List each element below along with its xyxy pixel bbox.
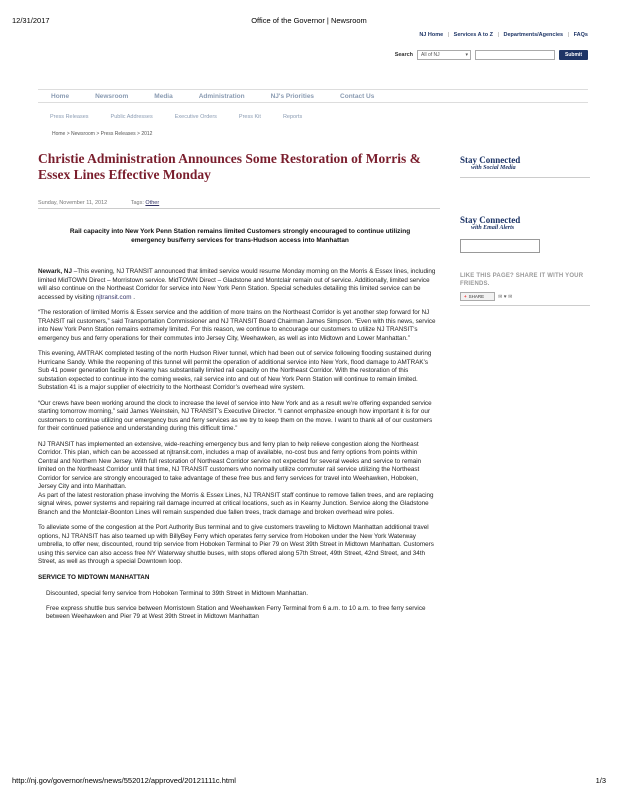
- nav-administration[interactable]: Administration: [198, 92, 245, 100]
- paragraph: “The restoration of limited Morris & Essex service and the addition of more trains on the Northeast Corridor is yet another step forward for NJ TRANSIT rail customers,” said Transportation Commissioner and NJ TRANSIT Board Chairman James Simpson. “Even with this news, service into New York Penn Station remains extremely limited. For this reason, we continue to encourage our customers to utilize NJ TRANSIT’s emergency bus and ferry operations for their commutes into Jersey City, Weehawken, as well as into Midtown and Lower Manhattan.”: [38, 309, 436, 342]
- submit-button[interactable]: Submit: [559, 50, 588, 60]
- nav-contact[interactable]: Contact Us: [340, 92, 375, 100]
- subnav-executive-orders[interactable]: Executive Orders: [174, 114, 217, 120]
- stay-connected-email[interactable]: [460, 215, 590, 253]
- paragraph-end: .: [131, 293, 135, 301]
- subnav-reports[interactable]: Reports: [282, 114, 303, 120]
- divider: [38, 208, 440, 209]
- utility-links: [419, 32, 588, 38]
- chevron-down-icon: ▾: [465, 52, 469, 58]
- njtransit-link[interactable]: njtransit.com: [95, 293, 132, 301]
- tags: [131, 200, 159, 206]
- subnav-public-addresses[interactable]: Public Addresses: [110, 114, 153, 120]
- faqs-link[interactable]: FAQs: [573, 32, 588, 38]
- share-row: [460, 292, 590, 301]
- article-lede: Rail capacity into New York Penn Station remains limited Customers strongly encouraged to continue utilizing emergency bus/ferry services for trans-Hudson access into Manhattan: [69, 228, 411, 244]
- nav-newsroom[interactable]: Newsroom: [95, 92, 129, 100]
- print-title: Office of the Governor | Newsroom: [251, 16, 367, 25]
- share-prompt: LIKE THIS PAGE? SHARE IT WITH YOUR FRIENDS.: [460, 273, 584, 287]
- divider: [460, 305, 590, 306]
- article-body: [38, 268, 438, 628]
- search-bar: [395, 50, 588, 60]
- share-label: SHARE: [468, 294, 485, 299]
- print-date: 12/31/2017: [12, 16, 50, 25]
- nj-home-link[interactable]: NJ Home: [419, 32, 444, 38]
- divider: [460, 177, 590, 178]
- sub-nav: [50, 114, 324, 120]
- separator: |: [447, 32, 450, 38]
- section-heading: SERVICE TO MIDTOWN MANHATTAN: [38, 573, 150, 581]
- subnav-press-kit[interactable]: Press Kit: [238, 114, 261, 120]
- dateline: Newark, NJ: [38, 268, 72, 275]
- paragraph: To alleviate some of the congestion at the Port Authority Bus terminal and to give customers traveling to Midtown Manhattan additional travel options, NJ TRANSIT has also teamed up with BillyBey Ferry which operates ferry service from Hoboken under the New York Waterway umbrella, to offer new, discounted, round trip service from Hoboken Terminal to Pier 79 on West 39th Street in Midtown Manhattan. Customers using this service can also access free NY Waterway shuttle buses, with stops offered along 57th Street, 49th Street, 42nd Street, and 34th Street, as well as through a special Downtown loop.: [38, 524, 434, 565]
- services-link[interactable]: Services A to Z: [453, 32, 494, 38]
- subnav-press-releases[interactable]: Press Releases: [50, 114, 89, 120]
- paragraph: NJ TRANSIT has implemented an extensive, wide-reaching emergency bus and ferry plan to help relieve congestion along the Northeast Corridor. This plan, which can be accessed at njtransit.com, includes a map of available, no-cost bus and ferry options from points within Central and Northern New Jersey. With full restoration of Northeast Corridor service not expected for several weeks and service to remain limited on the Northeast Corridor until that time, NJ TRANSIT customers who normally utilize commuter rail service utilizing the Northeast Corridor for service are strongly encouraged to take advantage of these free bus and ferry services for travel into Weehawken, Hoboken, Jersey City and into Manhattan.: [38, 440, 422, 490]
- paragraph: This evening, AMTRAK completed testing of the north Hudson River tunnel, which had been out of service following flooding sustained during Hurricane Sandy. While the reopening of this tunnel will permit the operation of additional service into New York, flood damage to AMTRAK’s Sub 41 power generation facility in Kearny has substantially limited rail capacity on the Northeast Corridor. With the restoration of this substation expected to continue into the coming weeks, rail service into and out of New York Penn Station will continue to remain limited. Substation 41 is a major supplier of electricity to the Northeast Corridor’s overhead wire system.: [38, 350, 432, 391]
- social-subtitle: with Social Media: [471, 165, 516, 171]
- main-nav: [38, 89, 588, 103]
- print-url: http://nj.gov/governor/news/news/552012/approved/20121111c.html: [12, 776, 236, 785]
- tags-label: Tags:: [130, 200, 144, 206]
- tag-link[interactable]: Other: [145, 200, 160, 206]
- article-date: Sunday, November 11, 2012: [38, 200, 108, 206]
- list-item: Free express shuttle bus service between Morristown Station and Weehawken Ferry Terminal from 6 a.m. to 10 a.m. to free ferry service between Weehawken and Pier 79 at West 39th Street in Midtown Manhattan: [46, 604, 426, 620]
- share-icons[interactable]: ✉ ♥ ✉: [498, 293, 513, 300]
- departments-link[interactable]: Departments/Agencies: [503, 32, 564, 38]
- search-scope-value: All of NJ: [421, 52, 440, 58]
- separator: |: [497, 32, 499, 38]
- social-title: Stay Connected: [460, 155, 521, 165]
- search-scope-select[interactable]: [417, 50, 471, 60]
- plus-icon: +: [464, 294, 467, 299]
- list-item: Discounted, special ferry service from Hoboken Terminal to 39th Street in Midtown Manhattan.: [46, 590, 309, 597]
- share-button[interactable]: [460, 292, 495, 301]
- email-input[interactable]: [460, 239, 540, 253]
- search-input[interactable]: [475, 50, 555, 60]
- email-title: Stay Connected: [460, 215, 521, 225]
- email-subtitle: with Email Alerts: [471, 225, 515, 231]
- print-footer: [12, 776, 606, 785]
- paragraph: [38, 268, 438, 302]
- paragraph-text: –This evening, NJ TRANSIT announced that limited service would resume Monday morning on the Morris & Essex lines, including limited MidTOWN Direct – Morristown service. MidTOWN Direct – Gladstone and Montclair remain out of service. Additionally, limited service will also continue on the Northeast Corridor for service into New York Penn Station. Special schedules detailing this limited service can be accessed by visiting: [38, 268, 436, 301]
- print-page: 1/3: [595, 776, 606, 785]
- nav-media[interactable]: Media: [154, 92, 173, 100]
- paragraph: As part of the latest restoration phase involving the Morris & Essex Lines, NJ TRANSIT staff continue to remove fallen trees, and are replacing signal wires, power systems and repairing rail damage incurred at critical locations, such as in Kearny Junction. Service along the Gladstone Branch and the Montclair-Boonton Lines will remain suspended due fallen trees, track damage and broken overhead wire poles.: [38, 491, 434, 516]
- page-title: Christie Administration Announces Some Restoration of Morris & Essex Lines Effective Monday: [38, 151, 421, 182]
- nav-priorities[interactable]: NJ's Priorities: [270, 92, 315, 100]
- stay-connected-social[interactable]: [460, 155, 590, 178]
- paragraph: “Our crews have been working around the clock to increase the level of service into New York and as a result we’re offering expanded service starting tomorrow morning,” said James Weinstein, NJ TRANSIT’s Executive Director. “I cannot emphasize enough how important it is for our customers to continue utilizing our emergency bus and ferry services as we try to keep them on the move. I want to thank all of our customers for their continued patience and understanding during this difficult time.”: [38, 399, 433, 432]
- separator: |: [567, 32, 570, 38]
- search-label: Search: [394, 52, 414, 58]
- article-meta: [38, 200, 159, 206]
- nav-home[interactable]: Home: [51, 92, 70, 100]
- share-widget: [460, 272, 590, 306]
- breadcrumb[interactable]: Home > Newsroom > Press Releases > 2012: [52, 131, 153, 137]
